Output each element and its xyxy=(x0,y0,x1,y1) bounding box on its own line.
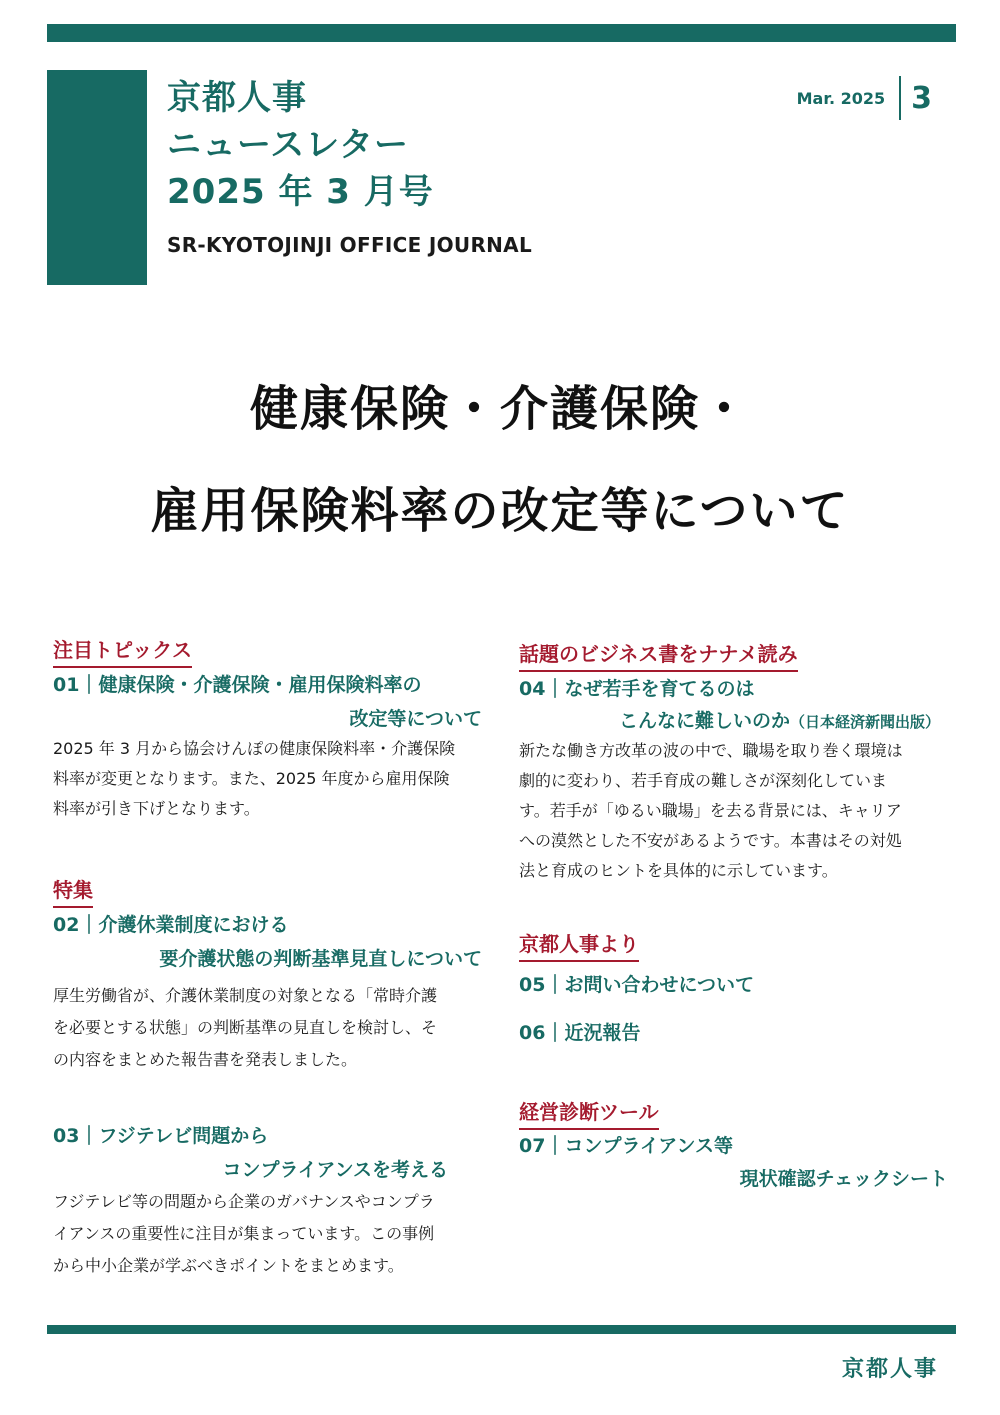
item-01-title-line-1: 01｜健康保険・介護保険・雇用保険料率の xyxy=(53,674,422,696)
item-02-title-line-1: 02｜介護休業制度における xyxy=(53,914,289,936)
item-03-title-line-2: コンプライアンスを考える xyxy=(222,1159,448,1181)
item-03-body-line-2: イアンスの重要性に注目が集まっています。この事例 xyxy=(53,1224,435,1243)
item-02-body-line-3: の内容をまとめた報告書を発表しました。 xyxy=(53,1050,358,1069)
item-07-title-line-1: 07｜コンプライアンス等 xyxy=(519,1135,733,1157)
item-04-body-line-1: 新たな働き方改革の波の中で、職場を取り巻く環境は xyxy=(519,741,903,760)
publisher-label: （日本経済新聞出版） xyxy=(789,713,940,731)
section-heading-topics: 注目トピックス xyxy=(53,634,192,668)
bottom-rule xyxy=(47,1325,956,1334)
item-01-body-line-3: 料率が引き下げとなります。 xyxy=(53,799,260,818)
masthead-line-1: 京都人事 xyxy=(167,78,307,118)
item-07-title-line-2: 現状確認チェックシート xyxy=(739,1168,948,1190)
top-rule xyxy=(47,24,956,42)
item-01-body xyxy=(53,734,493,824)
item-03-body-line-3: から中小企業が学ぶべきポイントをまとめます。 xyxy=(53,1256,404,1275)
item-05-title: 05｜お問い合わせについて xyxy=(519,974,755,996)
item-04-body-line-2: 劇的に変わり、若手育成の難しさが深刻化していま xyxy=(519,771,888,790)
item-04-body-line-5: 法と育成のヒントを具体的に示しています。 xyxy=(519,861,838,880)
masthead-line-2: ニュースレター xyxy=(167,125,409,165)
masthead-color-block xyxy=(47,70,147,285)
item-02-body-line-2: を必要とする状態」の判断基準の見直しを検討し、そ xyxy=(53,1018,438,1037)
item-01-title-line-2: 改定等について xyxy=(349,708,482,730)
item-01-body-line-1: 2025 年 3 月から協会けんぽの健康保険料率・介護保険 xyxy=(53,739,456,758)
item-04-body-line-3: す。若手が「ゆるい職場」を去る背景には、キャリア xyxy=(519,801,902,820)
item-01-body-line-2: 料率が変更となります。また、2025 年度から雇用保険 xyxy=(53,769,450,788)
journal-name: SR-KYOTOJINJI OFFICE JOURNAL xyxy=(167,233,533,257)
issue-divider xyxy=(899,76,901,120)
item-04-title-text: こんなに難しいのか xyxy=(618,710,790,732)
item-04-title-line-1: 04｜なぜ若手を育てるのは xyxy=(519,678,755,700)
item-04-title-line-2 xyxy=(619,706,940,733)
issue-date: Mar. 2025 xyxy=(796,88,886,108)
section-heading-feature: 特集 xyxy=(53,874,93,908)
issue-number: 3 xyxy=(911,80,932,116)
masthead-line-3: 2025 年 3 月号 xyxy=(167,172,434,212)
masthead-title xyxy=(167,75,434,216)
item-03-title-line-1: 03｜フジテレビ問題から xyxy=(53,1125,269,1147)
footer-brand: 京都人事 xyxy=(841,1357,938,1382)
item-06-title: 06｜近況報告 xyxy=(519,1022,641,1044)
item-03-body xyxy=(53,1186,493,1282)
headline-line-1: 健康保険・介護保険・ xyxy=(249,381,750,437)
headline-line-2: 雇用保険料率の改定等について xyxy=(150,483,850,539)
item-04-body-line-4: への漠然とした不安があるようです。本書はその対処 xyxy=(519,831,902,850)
section-heading-tool: 経営診断ツール xyxy=(519,1096,659,1130)
item-02-body xyxy=(53,980,493,1076)
item-04-body xyxy=(519,736,949,886)
item-02-body-line-1: 厚生労働省が、介護休業制度の対象となる「常時介護 xyxy=(53,986,438,1005)
issue-info xyxy=(797,76,932,120)
item-03-body-line-1: フジテレビ等の問題から企業のガバナンスやコンプラ xyxy=(53,1192,435,1211)
item-02-title-line-2: 要介護状態の判断基準見直しについて xyxy=(159,948,482,970)
section-heading-books: 話題のビジネス書をナナメ読み xyxy=(519,638,798,672)
section-heading-office: 京都人事より xyxy=(519,928,639,962)
